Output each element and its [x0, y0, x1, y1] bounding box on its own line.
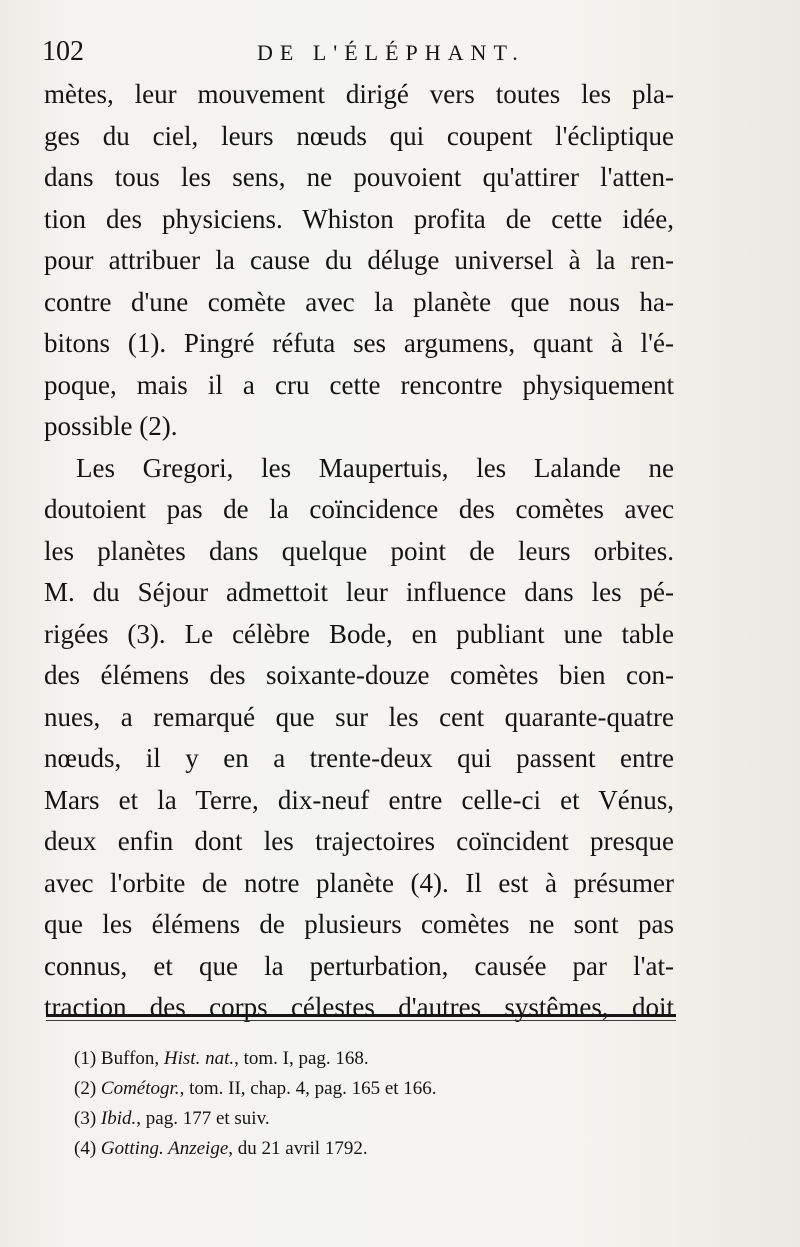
- footnote-4: (4) Gotting. Anzeige, du 21 avril 1792.: [74, 1138, 368, 1159]
- text-line: connus, et que la perturbation, causée par l'at-: [44, 950, 674, 981]
- footnote-3: (3) Ibid., pag. 177 et suiv.: [74, 1108, 270, 1129]
- paragraph-start-line: Les Gregori, les Maupertuis, les Lalande ne: [76, 452, 674, 483]
- text-line: tion des physiciens. Whiston profita de cette idée,: [44, 203, 674, 234]
- text-line: nœuds, il y en a trente-deux qui passent entre: [44, 743, 674, 773]
- page-header: [42, 30, 762, 70]
- running-head: DE L'ÉLÉPHANT.: [257, 40, 525, 65]
- footnotes: [74, 1044, 674, 1164]
- page-number: 102: [42, 36, 84, 67]
- text-line: possible (2).: [44, 411, 178, 441]
- text-line: ges du ciel, leurs nœuds qui coupent l'écliptique: [44, 120, 674, 151]
- text-line: M. du Séjour admettoit leur influence dans les pé-: [44, 577, 674, 607]
- text-line: Mars et la Terre, dix-neuf entre celle-ci et Vénus,: [44, 784, 674, 815]
- text-line: nues, a remarqué que sur les cent quarante-quatre: [44, 701, 674, 732]
- footnote-divider: [46, 1014, 676, 1017]
- footnote-1: (1) Buffon, Hist. nat., tom. I, pag. 168.: [74, 1048, 369, 1069]
- text-line: deux enfin dont les trajectoires coïncident presque: [44, 826, 674, 856]
- text-line: que les élémens de plusieurs comètes ne sont pas: [44, 909, 674, 939]
- text-line: mètes, leur mouvement dirigé vers toutes les pla-: [44, 79, 674, 109]
- text-line: bitons (1). Pingré réfuta ses argumens, quant à l'é-: [44, 328, 674, 358]
- text-line: rigées (3). Le célèbre Bode, en publiant une table: [44, 618, 674, 649]
- text-line: poque, mais il a cru cette rencontre physiquement: [44, 369, 674, 400]
- footnote-divider-thin: [46, 1020, 676, 1021]
- text-line: doutoient pas de la coïncidence des comètes avec: [44, 494, 674, 524]
- footnote-2: (2) Cométogr., tom. II, chap. 4, pag. 165 et 166.: [74, 1078, 437, 1099]
- text-line: avec l'orbite de notre planète (4). Il est à présumer: [44, 867, 674, 898]
- text-line: traction des corps célestes d'autres systêmes, doit: [44, 992, 674, 1022]
- text-line: des élémens des soixante-douze comètes bien con-: [44, 660, 674, 690]
- text-line: dans tous les sens, ne pouvoient qu'attirer l'atten-: [44, 162, 674, 192]
- body-text: [44, 74, 674, 1029]
- text-line: pour attribuer la cause du déluge universel à la ren-: [44, 245, 674, 275]
- text-line: contre d'une comète avec la planète que nous ha-: [44, 286, 674, 317]
- text-line: les planètes dans quelque point de leurs orbites.: [44, 535, 674, 566]
